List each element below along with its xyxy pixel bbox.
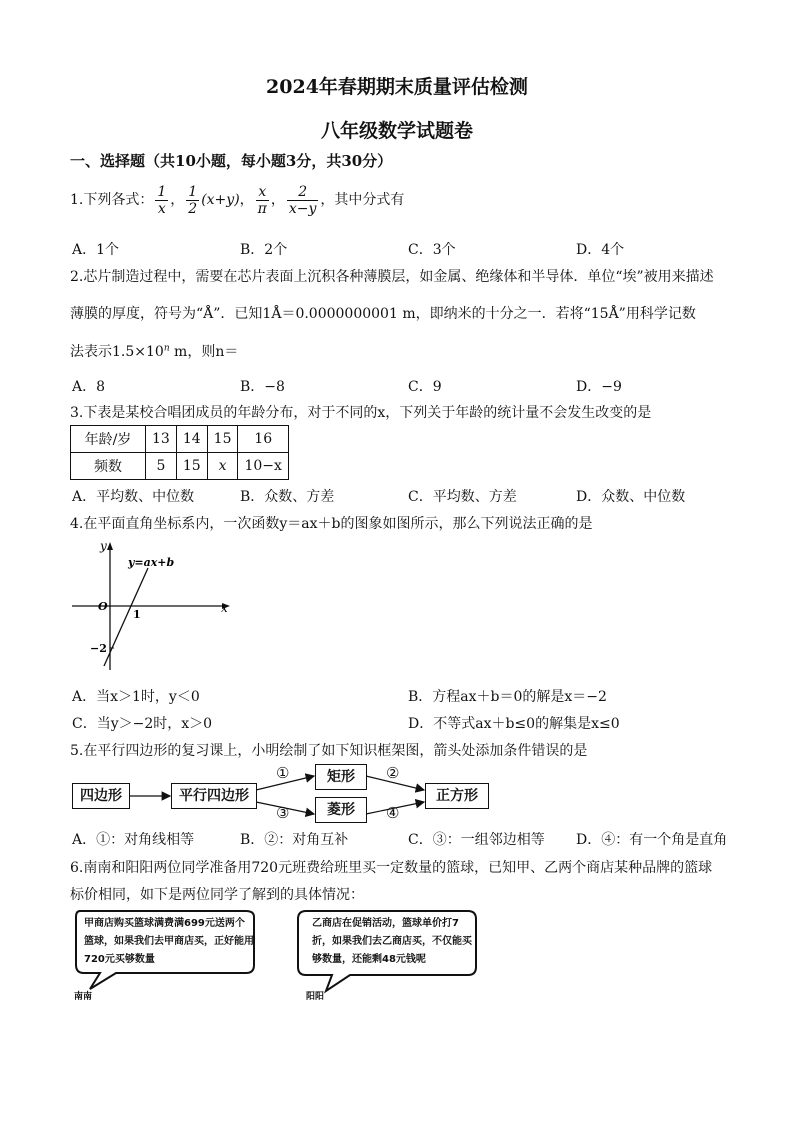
linear-function-graph bbox=[70, 538, 240, 673]
q4-option-b: B．方程ax＋b＝0的解是x＝−2 bbox=[408, 689, 607, 705]
q1-fraction-4: $\frac{2}{x-y}$ bbox=[288, 183, 317, 217]
exam-subtitle: 八年级数学试题卷 bbox=[320, 120, 473, 142]
age-distribution-table bbox=[70, 425, 289, 480]
condition-marker-1: ① bbox=[276, 764, 290, 782]
q6-line-2: 标价相同，如下是两位同学了解到的具体情况： bbox=[70, 887, 364, 903]
exam-title: 2024年春期期末质量评估检测 bbox=[266, 76, 528, 98]
q1-option-d: D．4个 bbox=[576, 242, 625, 258]
box-parallelogram: 平行四边形 bbox=[171, 783, 257, 809]
bubble-nannan-text: 甲商店购买篮球满费满699元送两个篮球，如果我们去甲商店买，正好能用720元买够数量 bbox=[84, 918, 254, 965]
q4-text: 4.在平面直角坐标系内，一次函数y＝ax＋b的图象如图所示，那么下列说法正确的是 bbox=[70, 516, 593, 532]
q4-option-a: A．当x＞1时，y＜0 bbox=[72, 689, 200, 705]
y-axis-arrow-icon bbox=[107, 542, 113, 550]
question-1: 1.下列各式： $\frac{1}{x}$ ， $\frac{1}{2}$ (x+y) ， $\frac{x}{\pi}$ ， $\frac{2}{x-y}$ ，其中分式有 bbox=[70, 183, 405, 217]
q1-option-c: C．3个 bbox=[408, 242, 456, 258]
box-quadrilateral: 四边形 bbox=[72, 783, 130, 809]
q3-option-c: C．平均数、方差 bbox=[408, 489, 517, 505]
line-label: y=ax+b bbox=[128, 556, 175, 569]
section-heading: 一、选择题（共10小题，每小题3分，共30分） bbox=[70, 152, 393, 170]
q2-line-1: 2.芯片制造过程中，需要在芯片表面上沉积各种薄膜层，如金属、绝缘体和半导体．单位“埃”被用来描述 bbox=[70, 269, 714, 285]
y-tick-label: −2 bbox=[90, 642, 107, 655]
y-axis-label: y bbox=[100, 539, 107, 553]
speaker-yangyang: 阳阳 bbox=[306, 992, 325, 1002]
condition-marker-2: ② bbox=[386, 764, 400, 782]
condition-marker-3: ③ bbox=[276, 804, 290, 822]
q5-option-d: D．④：有一个角是直角 bbox=[576, 832, 728, 848]
q2-option-c: C．9 bbox=[408, 379, 442, 395]
q2-option-a: A．8 bbox=[72, 379, 106, 395]
table-row: 年龄/岁 13 14 15 16 bbox=[71, 426, 289, 453]
condition-marker-4: ④ bbox=[386, 804, 400, 822]
q4-option-d: D．不等式ax＋b≤0的解集是x≤0 bbox=[408, 716, 620, 732]
box-rectangle: 矩形 bbox=[315, 764, 367, 790]
q1-prefix: 1.下列各式： bbox=[70, 192, 154, 208]
q1-suffix: ，其中分式有 bbox=[320, 192, 405, 208]
q1-fraction-2: $\frac{1}{2}$ bbox=[188, 183, 198, 217]
q2-line-2: 薄膜的厚度，符号为“Å”．已知1Å＝0.0000000001 m，即纳米的十分之一．若将“15Å”用科学记数 bbox=[70, 306, 696, 322]
q2-line-3: 法表示$1.5\times 10^n$ m，则n＝ bbox=[70, 343, 239, 360]
q3-text: 3.下表是某校合唱团成员的年龄分布，对于不同的x，下列关于年龄的统计量不会发生改变的是 bbox=[70, 405, 652, 421]
q4-option-c: C．当y＞−2时，x＞0 bbox=[72, 716, 213, 732]
q2-option-b: B．−8 bbox=[240, 379, 285, 395]
q5-option-a: A．①：对角线相等 bbox=[72, 832, 195, 848]
q3-option-a: A．平均数、中位数 bbox=[72, 489, 195, 505]
q5-option-b: B．②：对角互补 bbox=[240, 832, 349, 848]
q1-option-b: B．2个 bbox=[240, 242, 288, 258]
q1-option-a: A．1个 bbox=[72, 242, 120, 258]
q2-option-d: D．−9 bbox=[576, 379, 622, 395]
q1-fraction-3: $\frac{x}{\pi}$ bbox=[257, 183, 267, 217]
origin-label: O bbox=[98, 600, 108, 613]
speaker-nannan: 南南 bbox=[74, 992, 93, 1002]
x-axis-label: x bbox=[221, 601, 228, 615]
box-square: 正方形 bbox=[425, 783, 489, 809]
q3-option-d: D．众数、中位数 bbox=[576, 489, 686, 505]
bubble-yangyang-text: 乙商店在促销活动，篮球单价打7折，如果我们去乙商店买，不仅能买够数量，还能剩48元钱呢 bbox=[312, 918, 472, 965]
table-row: 频数 5 15 x 10−x bbox=[71, 453, 289, 480]
q6-line-1: 6.南南和阳阳两位同学准备用720元班费给班里买一定数量的篮球，已知甲、乙两个商店某种品牌的篮球 bbox=[70, 860, 713, 876]
box-rhombus: 菱形 bbox=[315, 797, 367, 823]
q3-option-b: B．众数、方差 bbox=[240, 489, 335, 505]
q1-fraction-1: $\frac{1}{x}$ bbox=[157, 183, 167, 217]
q5-text: 5.在平行四边形的复习课上，小明绘制了如下知识框架图，箭头处添加条件错误的是 bbox=[70, 743, 588, 759]
q5-option-c: C．③：一组邻边相等 bbox=[408, 832, 545, 848]
x-tick-label: 1 bbox=[133, 608, 141, 621]
